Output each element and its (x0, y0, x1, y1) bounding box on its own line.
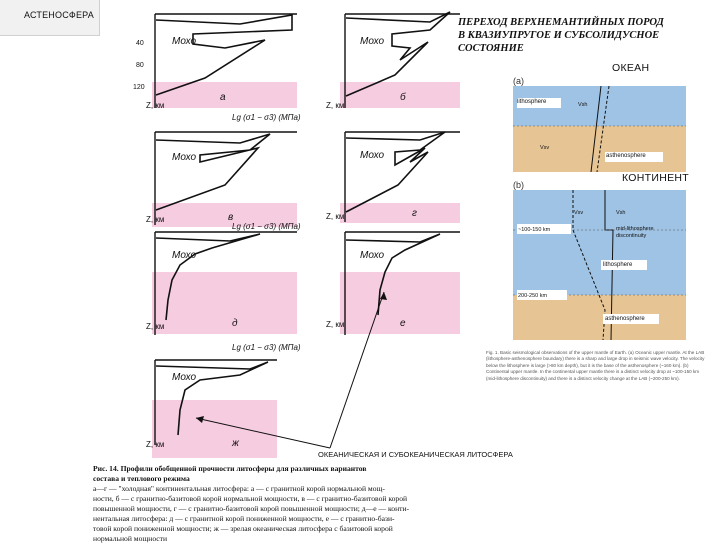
fig1-caption: Fig. 1. Basic seismological observations of the upper mantle of Earth. (a) Oceanic upper mantle. At the LAB (lithosphere-asthenosphere boundary) there is a sharp and large drop in seismic wave velocity. The velocity below the lithosphere is large (>80 km depth), but it is the base of the asthenosphere (~160 km). (b) Continental upper mantle. In the continental upper mantle there is a distinct velocity drop at ~100-150 km (mid-lithosphere discontinuity) and there is a distinct velocity change at the LAB (~200-250 km). (486, 350, 705, 381)
zkm-label-b: Z, км (326, 101, 345, 110)
caption-line-4: ности, б — с гранитно-базитовой корой нормальной мощности, в — с гранитно-базитовой корой (93, 494, 408, 503)
header-line-2: В КВАЗИУПРУГОЕ И СУБСОЛИДУСНОЕ (458, 30, 660, 41)
depth-tick-120: 120 (133, 84, 145, 91)
panel-letter-a: а (220, 92, 226, 103)
band-d (152, 272, 297, 334)
panel-letter-d: д (232, 318, 238, 329)
continent-label: КОНТИНЕНТ (622, 172, 689, 184)
moho-label-d: Мохо (172, 250, 197, 261)
continent-vsv-label: Vsv (574, 210, 584, 216)
caption-line-7: товой корой пониженной мощности; ж — зрелая океаническая литосфера с базитовой корой (93, 524, 393, 533)
oceanic-lithosphere-label: ОКЕАНИЧЕСКАЯ И СУБОКЕАНИЧЕСКАЯ ЛИТОСФЕРА (318, 450, 513, 459)
continent-asthenosphere-label: asthenosphere (605, 316, 645, 322)
depth-tick-40: 40 (136, 40, 144, 47)
continent-depth2-label: 200-250 km (518, 293, 548, 299)
header-line-1: ПЕРЕХОД ВЕРХНЕМАНТИЙНЫХ ПОРОД (458, 17, 664, 28)
panel-g-curve (346, 132, 445, 212)
ocean-vsv-label: Vsv (540, 145, 550, 151)
header-line-3: СОСТОЯНИЕ (458, 43, 524, 54)
panel-letter-zh: ж (232, 438, 239, 449)
ocean-asthenosphere-label: asthenosphere (606, 153, 646, 159)
corner-tag: АСТЕНОСФЕРА (0, 0, 100, 36)
zkm-label-v: Z, км (146, 215, 165, 224)
lg-label-d: Lg (σ1 − σ3) (МПа) (232, 222, 301, 231)
moho-label-v: Мохо (172, 152, 197, 163)
continent-vsh-label: Vsh (616, 210, 626, 216)
zkm-label-d: Z, км (146, 322, 165, 331)
continent-lithosphere-label: lithosphere (603, 262, 633, 268)
caption-line-2: состава и теплового режима (93, 474, 190, 483)
panel-letter-v: в (228, 212, 234, 223)
depth-tick-80: 80 (136, 62, 144, 69)
continent-seismic-diagram (513, 190, 686, 340)
panel-v-curve (156, 134, 270, 210)
zkm-label-e: Z, км (326, 320, 345, 329)
ocean-lithosphere-label: lithosphere (517, 99, 547, 105)
zkm-label-zh: Z, км (146, 440, 165, 449)
figure-14-caption (93, 464, 453, 544)
lg-label-zh: Lg (σ1 − σ3) (МПа) (232, 343, 301, 352)
zkm-label-a: Z, км (146, 101, 165, 110)
continent-midlith-label: mid-lithosphere discontinuity (616, 226, 654, 239)
moho-label-e: Мохо (360, 250, 385, 261)
ocean-vsh-label: Vsh (578, 102, 588, 108)
band-zh (152, 400, 277, 458)
moho-label-zh: Мохо (172, 372, 197, 383)
moho-label-b: Мохо (360, 36, 385, 47)
zkm-label-g: Z, км (326, 212, 345, 221)
moho-label-g: Мохо (360, 150, 385, 161)
fig-b-label: (b) (513, 180, 524, 190)
panel-letter-b: б (400, 92, 406, 103)
caption-line-6: нентальная литосфера: д — с гранитной корой пониженной мощности, е — с гранитно-бази- (93, 514, 395, 523)
panel-letter-g: г (412, 208, 417, 219)
panel-letter-e: е (400, 318, 406, 329)
caption-line-5: повышенной мощности, г — с гранитно-базитовой корой повышенной мощности; д—е — конти- (93, 504, 410, 513)
lg-label-v: Lg (σ1 − σ3) (МПа) (232, 113, 301, 122)
ocean-label: ОКЕАН (612, 62, 650, 74)
fig-a-label: (a) (513, 76, 524, 86)
moho-label-a: Мохо (172, 36, 197, 47)
caption-line-1: Рис. 14. Профили обобщенной прочности литосферы для различных вариантов (93, 464, 367, 473)
continent-depth1-label: ~100-150 km (518, 227, 551, 233)
caption-line-3: а—г — "холодная" континентальная литосфера: а — с гранитной корой нормальной мощ- (93, 484, 385, 493)
caption-line-8: нормальной мощности (93, 534, 168, 543)
